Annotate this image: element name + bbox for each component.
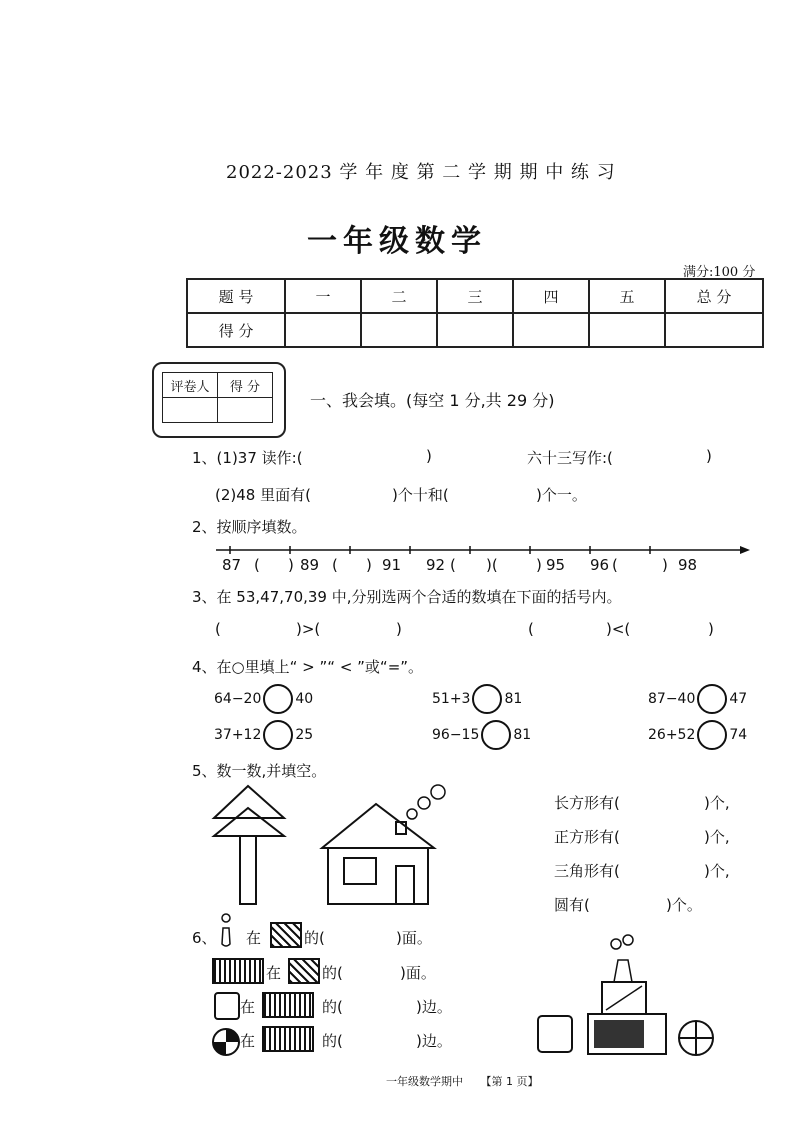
section-title: 一、我会填。(每空 1 分,共 29 分) (310, 391, 555, 410)
q5-line: 长方形有( (554, 794, 620, 812)
smoke-circle (418, 797, 430, 809)
q2-text: 2、按顺序填数。 (192, 518, 307, 536)
microwave-icon (212, 958, 264, 984)
score-cell: 三 (437, 279, 513, 313)
tree-trunk-rectangle (240, 836, 256, 904)
compare-left: 26+52 (648, 727, 696, 743)
smoke-circle (407, 809, 417, 819)
compare-left: 64−20 (214, 691, 262, 707)
q6-number: 6、 (192, 929, 217, 947)
q6-line1-a: 在 (246, 929, 262, 947)
q2-item: 95 (546, 556, 566, 574)
triangle-bottom (214, 808, 284, 836)
q1-part1b: 六十三写作:( (527, 449, 613, 467)
q2-item: 98 (678, 556, 698, 574)
compare-left: 51+3 (432, 691, 471, 707)
compare-item (214, 684, 313, 714)
bag-icon (214, 992, 240, 1020)
compare-circle[interactable] (481, 720, 511, 750)
scene-figure (530, 930, 720, 1060)
vase-icon (214, 910, 238, 950)
q3-bracket: )>( (296, 620, 321, 638)
compare-left: 96−15 (432, 727, 480, 743)
page-footer (386, 1073, 538, 1089)
score-blank[interactable] (513, 313, 589, 347)
compare-circle[interactable] (697, 720, 727, 750)
exam-title: 2022-2023 学 年 度 第 二 学 期 期 中 练 习 (226, 162, 616, 183)
q1-part2b: )个十和( (392, 486, 449, 504)
compare-left: 37+12 (214, 727, 262, 743)
flower-icon (623, 935, 633, 945)
compare-right: 40 (295, 691, 314, 707)
compare-item (214, 720, 313, 750)
q5-line-end: )个, (704, 794, 730, 812)
window-square (344, 858, 376, 884)
q1-part1: 1、(1)37 读作:( (192, 449, 303, 467)
q2-item: )( (486, 556, 498, 574)
score-table (186, 278, 764, 348)
score-blank[interactable] (437, 313, 513, 347)
q5-line-end: )个, (704, 862, 730, 880)
flower-icon (611, 939, 621, 949)
score-table-value-row (187, 313, 763, 347)
score-blank[interactable] (665, 313, 763, 347)
q1-part2a: (2)48 里面有( (215, 486, 311, 504)
subject-title: 一年级数学 (307, 224, 487, 259)
q6-line3-c: )边。 (416, 998, 452, 1016)
q2-item: 96 (590, 556, 610, 574)
footer-page: 【第 1 页】 (480, 1075, 539, 1088)
score-cell: 四 (513, 279, 589, 313)
q5-line-end: )个。 (666, 896, 702, 914)
score-table-header-row (187, 279, 763, 313)
score-cell: 得 分 (187, 313, 285, 347)
microwave-icon (262, 1026, 314, 1052)
q3-bracket: ( (215, 620, 221, 638)
q6-line3-b: 的( (322, 998, 343, 1016)
compare-item (648, 684, 747, 714)
footer-left: 一年级数学期中 (386, 1075, 463, 1088)
q1-part1-close: ) (426, 447, 432, 465)
roof-triangle (322, 804, 434, 848)
score-blank[interactable] (285, 313, 361, 347)
compare-circle[interactable] (697, 684, 727, 714)
grader-score-blank[interactable] (218, 398, 273, 423)
triangle-top (214, 786, 284, 818)
ball-icon (212, 1028, 240, 1056)
q6-line1-c: )面。 (396, 929, 432, 947)
q2-item: ) (288, 556, 294, 574)
compare-right: 81 (504, 691, 523, 707)
q3-text: 3、在 53,47,70,39 中,分别选两个合适的数填在下面的括号内。 (192, 588, 622, 606)
q2-item: ( (332, 556, 338, 574)
smoke-circle (431, 785, 445, 799)
q3-bracket: ) (396, 620, 402, 638)
q6-line4-a: 在 (240, 1032, 256, 1050)
bag-icon (538, 1016, 572, 1052)
compare-right: 47 (729, 691, 748, 707)
q1-part1b-close: ) (706, 447, 712, 465)
vase-icon (614, 960, 632, 982)
q2-item: 91 (382, 556, 402, 574)
q3-bracket: ) (708, 620, 714, 638)
q1-part2c: )个一。 (536, 486, 587, 504)
door-rectangle (396, 866, 414, 904)
compare-left: 87−40 (648, 691, 696, 707)
compare-circle[interactable] (263, 720, 293, 750)
q2-item: ( (254, 556, 260, 574)
score-cell: 二 (361, 279, 437, 313)
box-icon (270, 922, 302, 948)
q2-item: ) (366, 556, 372, 574)
q5-text: 5、数一数,并填空。 (192, 762, 327, 780)
q6-line4-c: )边。 (416, 1032, 452, 1050)
q6-line4-b: 的( (322, 1032, 343, 1050)
compare-item (432, 720, 531, 750)
q2-item: ) (536, 556, 542, 574)
q4-text: 4、在○里填上“ > ”“ < ”或“=”。 (192, 658, 424, 676)
compare-right: 74 (729, 727, 748, 743)
grader-box (152, 362, 286, 438)
compare-right: 25 (295, 727, 314, 743)
q6-line2-a: 在 (266, 964, 282, 982)
q5-line-end: )个, (704, 828, 730, 846)
score-cell: 总 分 (665, 279, 763, 313)
score-blank[interactable] (589, 313, 665, 347)
q2-item: 89 (300, 556, 320, 574)
full-score: 满分:100 分 (683, 265, 756, 280)
q5-line: 正方形有( (554, 828, 620, 846)
score-cell: 题 号 (187, 279, 285, 313)
q5-line: 三角形有( (554, 862, 620, 880)
q2-item: ( (612, 556, 618, 574)
score-blank[interactable] (361, 313, 437, 347)
q6-line2-b: 的( (322, 964, 343, 982)
microwave-door (594, 1020, 644, 1048)
q2-item: ( (450, 556, 456, 574)
compare-item (648, 720, 747, 750)
compare-right: 81 (513, 727, 532, 743)
box-icon (288, 958, 320, 984)
grader-blank[interactable] (163, 398, 218, 423)
q6-line3-a: 在 (240, 998, 256, 1016)
q5-line: 圆有( (554, 896, 590, 914)
q2-item: 92 (426, 556, 446, 574)
compare-circle[interactable] (263, 684, 293, 714)
q2-item: ) (662, 556, 668, 574)
shapes-figure (206, 778, 466, 908)
q6-line1-b: 的( (304, 929, 325, 947)
q3-bracket: ( (528, 620, 534, 638)
score-cell: 一 (285, 279, 361, 313)
q2-item: 87 (222, 556, 242, 574)
score-cell: 五 (589, 279, 665, 313)
compare-circle[interactable] (472, 684, 502, 714)
q6-line2-c: )面。 (400, 964, 436, 982)
compare-item (432, 684, 522, 714)
grader-score-label: 得 分 (218, 373, 273, 398)
q3-bracket: )<( (606, 620, 631, 638)
grader-label: 评卷人 (163, 373, 218, 398)
microwave-icon (262, 992, 314, 1018)
number-line-arrow (740, 546, 750, 554)
